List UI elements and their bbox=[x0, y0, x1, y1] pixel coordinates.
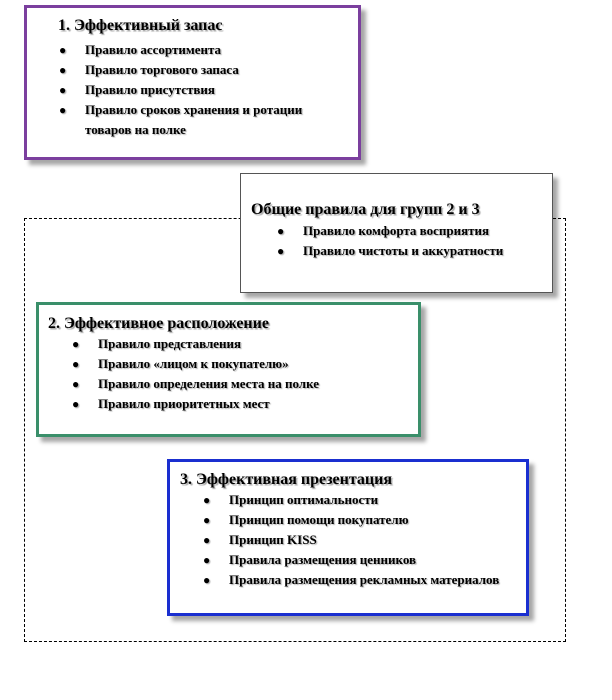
bullet-icon: ● bbox=[59, 103, 67, 117]
list-item-text: Правило представления bbox=[98, 336, 242, 351]
list-item-text: Принцип KISS bbox=[229, 532, 317, 547]
bullet-icon: ● bbox=[59, 43, 67, 57]
bullet-icon: ● bbox=[203, 533, 211, 547]
bullet-icon: ● bbox=[277, 244, 285, 258]
list-item bbox=[277, 221, 547, 241]
bullet-icon: ● bbox=[203, 553, 211, 567]
list-item-text: Правило «лицом к покупателю» bbox=[98, 356, 289, 371]
list-item bbox=[277, 241, 547, 261]
list-item bbox=[72, 394, 412, 414]
list-item-text: Правила размещения ценников bbox=[229, 552, 417, 567]
effective-presentation-list bbox=[203, 490, 513, 590]
list-item-text: Принцип помощи покупателю bbox=[229, 512, 409, 527]
list-item-text: Правило приоритетных мест bbox=[98, 396, 270, 411]
list-item bbox=[203, 570, 513, 590]
list-item bbox=[59, 100, 349, 140]
effective-stock-box bbox=[24, 5, 361, 160]
list-item-text: Правило торгового запаса bbox=[85, 62, 239, 77]
common-rules-box bbox=[240, 173, 553, 293]
list-item bbox=[59, 60, 349, 80]
effective-placement-box bbox=[36, 302, 421, 437]
list-item-text: Правило определения места на полке bbox=[98, 376, 320, 391]
list-item bbox=[59, 80, 349, 100]
list-item-text: Правило чистоты и аккуратности bbox=[303, 243, 504, 258]
list-item-text: Правило присутствия bbox=[85, 82, 215, 97]
common-rules-list bbox=[277, 221, 547, 261]
bullet-icon: ● bbox=[72, 397, 80, 411]
effective-stock-title: 1. Эффективный запас bbox=[58, 17, 223, 34]
bullet-icon: ● bbox=[203, 493, 211, 507]
list-item bbox=[203, 530, 513, 550]
effective-presentation-title: 3. Эффективная презентация bbox=[180, 471, 393, 488]
effective-presentation-box bbox=[167, 459, 529, 616]
bullet-icon: ● bbox=[59, 63, 67, 77]
bullet-icon: ● bbox=[72, 337, 80, 351]
list-item bbox=[72, 374, 412, 394]
bullet-icon: ● bbox=[203, 573, 211, 587]
list-item-text: Принцип оптимальности bbox=[229, 492, 379, 507]
list-item-text: Правило ассортимента bbox=[85, 42, 222, 57]
bullet-icon: ● bbox=[59, 83, 67, 97]
list-item bbox=[203, 550, 513, 570]
effective-stock-list bbox=[59, 40, 349, 140]
bullet-icon: ● bbox=[72, 377, 80, 391]
list-item bbox=[203, 510, 513, 530]
list-item bbox=[203, 490, 513, 510]
effective-placement-title: 2. Эффективное расположение bbox=[48, 315, 269, 332]
bullet-icon: ● bbox=[72, 357, 80, 371]
list-item bbox=[72, 334, 412, 354]
list-item bbox=[59, 40, 349, 60]
effective-placement-list bbox=[72, 334, 412, 414]
list-item-text: Правило сроков хранения и ротации товаров на полке bbox=[85, 102, 303, 137]
bullet-icon: ● bbox=[203, 513, 211, 527]
common-rules-title: Общие правила для групп 2 и 3 bbox=[251, 201, 480, 218]
list-item-text: Правила размещения рекламных материалов bbox=[229, 572, 500, 587]
bullet-icon: ● bbox=[277, 224, 285, 238]
list-item-text: Правило комфорта восприятия bbox=[303, 223, 490, 238]
list-item bbox=[72, 354, 412, 374]
